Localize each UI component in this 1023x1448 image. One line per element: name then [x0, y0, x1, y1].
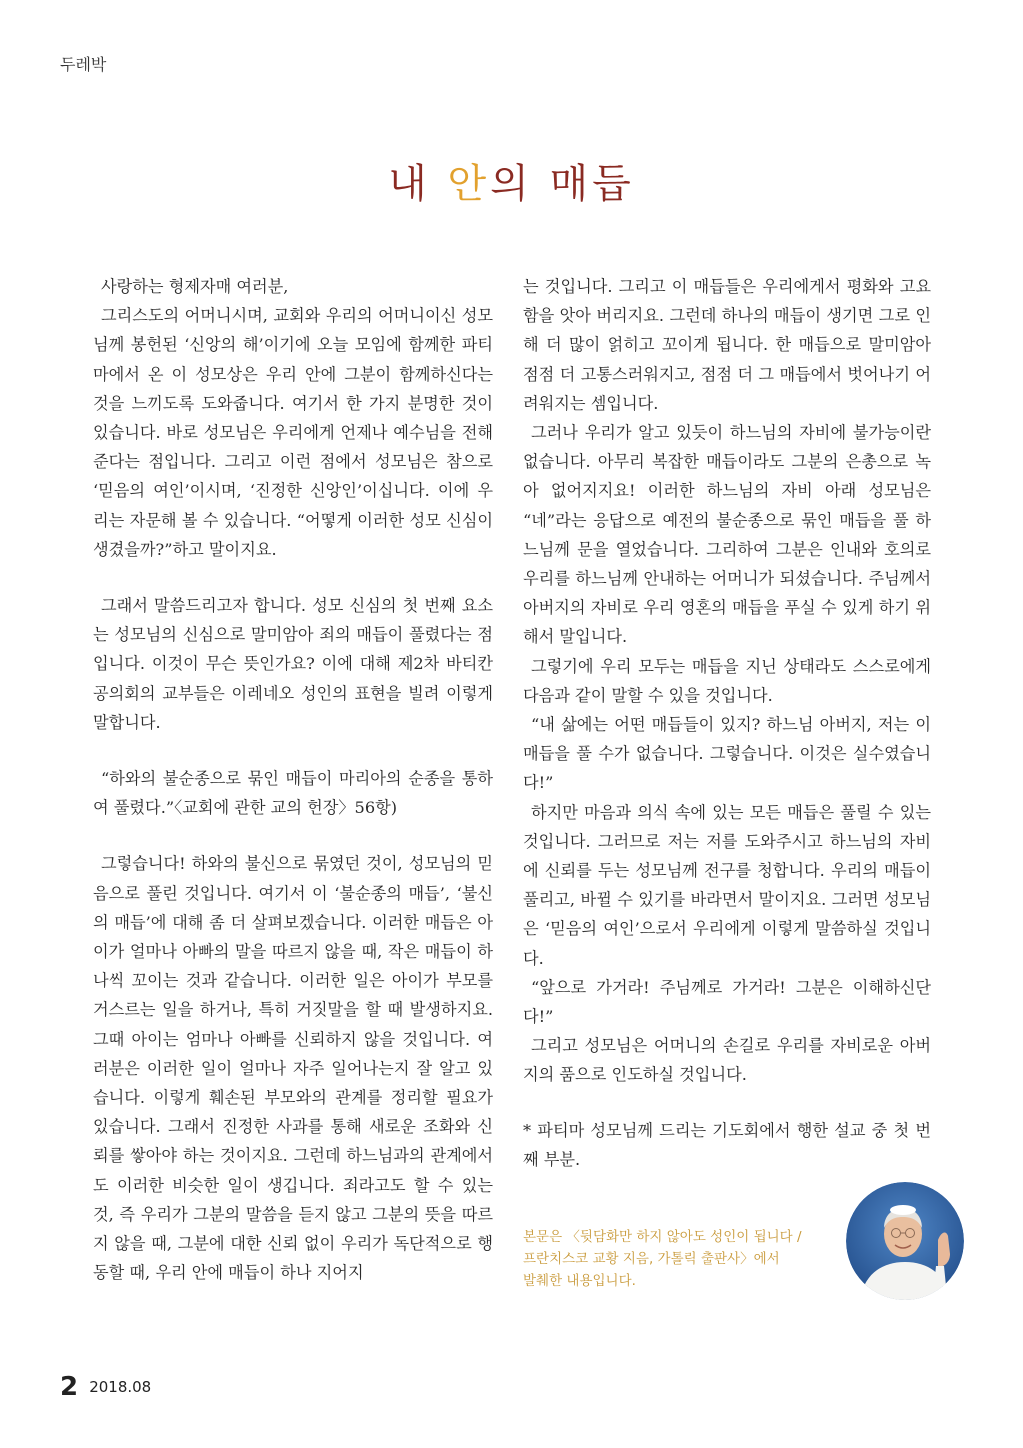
title-accent: 안 — [447, 161, 491, 207]
left-column — [93, 272, 493, 1288]
paragraph: 그렇기에 우리 모두는 매듭을 지닌 상태라도 스스로에게 다음과 같이 말할 수 있을 것입니다. — [523, 656, 931, 705]
issue-date: 2018.08 — [89, 1378, 152, 1396]
paragraph-greeting: 사랑하는 형제자매 여러분, — [101, 277, 289, 296]
paragraph: 하지만 마음과 의식 속에 있는 모든 매듭은 풀릴 수 있는 것입니다. 그러므로 저는 저를 도와주시고 하느님의 자비에 신뢰를 두는 성모님께 전구를 청합니다. 우리의 매듭이 풀리고, 바뀔 수 있기를 바라면서 말이지요. 그러면 성모님은 ‘믿음의 여인’으로서 우리에게 이렇게 말씀하실 것입니다. — [523, 802, 931, 968]
title-part-1: 내 — [388, 161, 448, 207]
paragraph: 그리고 성모님은 어머니의 손길로 우리를 자비로운 아버지의 품으로 인도하실 것입니다. — [523, 1036, 931, 1085]
source-line: 발췌한 내용입니다. — [523, 1273, 636, 1289]
article-title — [0, 152, 1023, 209]
right-column — [523, 272, 931, 1174]
source-line: 본문은 〈뒷담화만 하지 않아도 성인이 됩니다 / — [523, 1229, 802, 1245]
paragraph: 그렇습니다! 하와의 불신으로 묶였던 것이, 성모님의 믿음으로 풀린 것입니다. 여기서 이 ‘불순종의 매듭’, ‘불신의 매듭’에 대해 좀 더 살펴보겠습니다. 이러한 매듭은 아이가 얼마나 아빠의 말을 따르지 않을 때, 작은 매듭이 하나씩 꼬이는 것과 같습니다. 이러한 일은 아이가 부모를 거스르는 일을 하거나, 특히 거짓말을 할 때 발생하지요. 그때 아이는 엄마나 아빠를 신뢰하지 않을 것입니다. 여러분은 이러한 일이 얼마나 자주 일어나는지 잘 알고 있습니다. 이렇게 훼손된 부모와의 관계를 정리할 필요가 있습니다. 그래서 진정한 사과를 통해 새로운 조화와 신뢰를 쌓아야 하는 것이지요. 그런데 하느님과의 관계에서도 이러한 비슷한 일이 생깁니다. 죄라고도 할 수 있는 것, 즉 우리가 그분의 말씀을 듣지 않고 그분의 뜻을 따르지 않을 때, 그분에 대한 신뢰 없이 우리가 독단적으로 행동할 때, 우리 안에 매듭이 하나 지어지 — [93, 854, 493, 1283]
paragraph: 그리스도의 어머니시며, 교회와 우리의 어머니이신 성모님께 봉헌된 ‘신앙의 해’이기에 오늘 모임에 함께한 파티마에서 온 이 성모상은 우리 안에 그분이 함께하신다는 것을 느끼도록 도와줍니다. 여기서 한 가지 분명한 것이 있습니다. 바로 성모님은 우리에게 언제나 예수님을 전해 준다는 점입니다. 그리고 이런 점에서 성모님은 참으로 ‘믿음의 여인’이시며, ‘진정한 신앙인’이십니다. 이에 우리는 자문해 볼 수 있습니다. “어떻게 이러한 성모 신심이 생겼을까?”하고 말이지요. — [93, 306, 493, 559]
title-part-2: 의 매듭 — [490, 161, 635, 207]
footnote: * 파티마 성모님께 드리는 기도회에서 행한 설교 중 첫 번째 부분. — [523, 1120, 931, 1169]
page-footer — [60, 1372, 151, 1402]
quote-paragraph: “내 삶에는 어떤 매듭들이 있지? 하느님 아버지, 저는 이 매듭을 풀 수가 없습니다. 그렇습니다. 이것은 실수였습니다!” — [523, 715, 931, 793]
quote-paragraph: “하와의 불순종으로 묶인 매듭이 마리아의 순종을 통하여 풀렸다.”〈교회에 관한 교의 헌장〉56항) — [93, 769, 493, 818]
source-note — [523, 1226, 853, 1292]
section-label: 두레박 — [60, 55, 107, 74]
page-number: 2 — [60, 1372, 79, 1402]
portrait-illustration — [846, 1182, 964, 1300]
pope-portrait-image — [846, 1182, 964, 1300]
paragraph-continued: 는 것입니다. 그리고 이 매듭들은 우리에게서 평화와 고요함을 앗아 버리지요. 그런데 하나의 매듭이 생기면 그로 인해 더 많이 얽히고 꼬이게 됩니다. 한 매듭으로 말미암아 점점 더 고통스러워지고, 점점 더 그 매듭에서 벗어나기 어려워지는 셈입니다. — [523, 277, 931, 413]
paragraph: 그러나 우리가 알고 있듯이 하느님의 자비에 불가능이란 없습니다. 아무리 복잡한 매듭이라도 그분의 은총으로 녹아 없어지지요! 이러한 하느님의 자비 아래 성모님은 “네”라는 응답으로 예전의 불순종으로 묶인 매듭을 풀 하느님께 문을 열었습니다. 그리하여 그분은 인내와 호의로 우리를 하느님께 안내하는 어머니가 되셨습니다. 주님께서 아버지의 자비로 우리 영혼의 매듭을 푸실 수 있게 하기 위해서 말입니다. — [523, 423, 931, 647]
quote-paragraph: “앞으로 가거라! 주님께로 가거라! 그분은 이해하신단다!” — [523, 977, 931, 1027]
source-line: 프란치스코 교황 지음, 가톨릭 출판사〉에서 — [523, 1251, 780, 1267]
paragraph: 그래서 말씀드리고자 합니다. 성모 신심의 첫 번째 요소는 성모님의 신심으로 말미암아 죄의 매듭이 풀렸다는 점입니다. 이것이 무슨 뜻인가요? 이에 대해 제2차 바티칸 공의회의 교부들은 이레네오 성인의 표현을 빌려 이렇게 말합니다. — [93, 596, 493, 732]
